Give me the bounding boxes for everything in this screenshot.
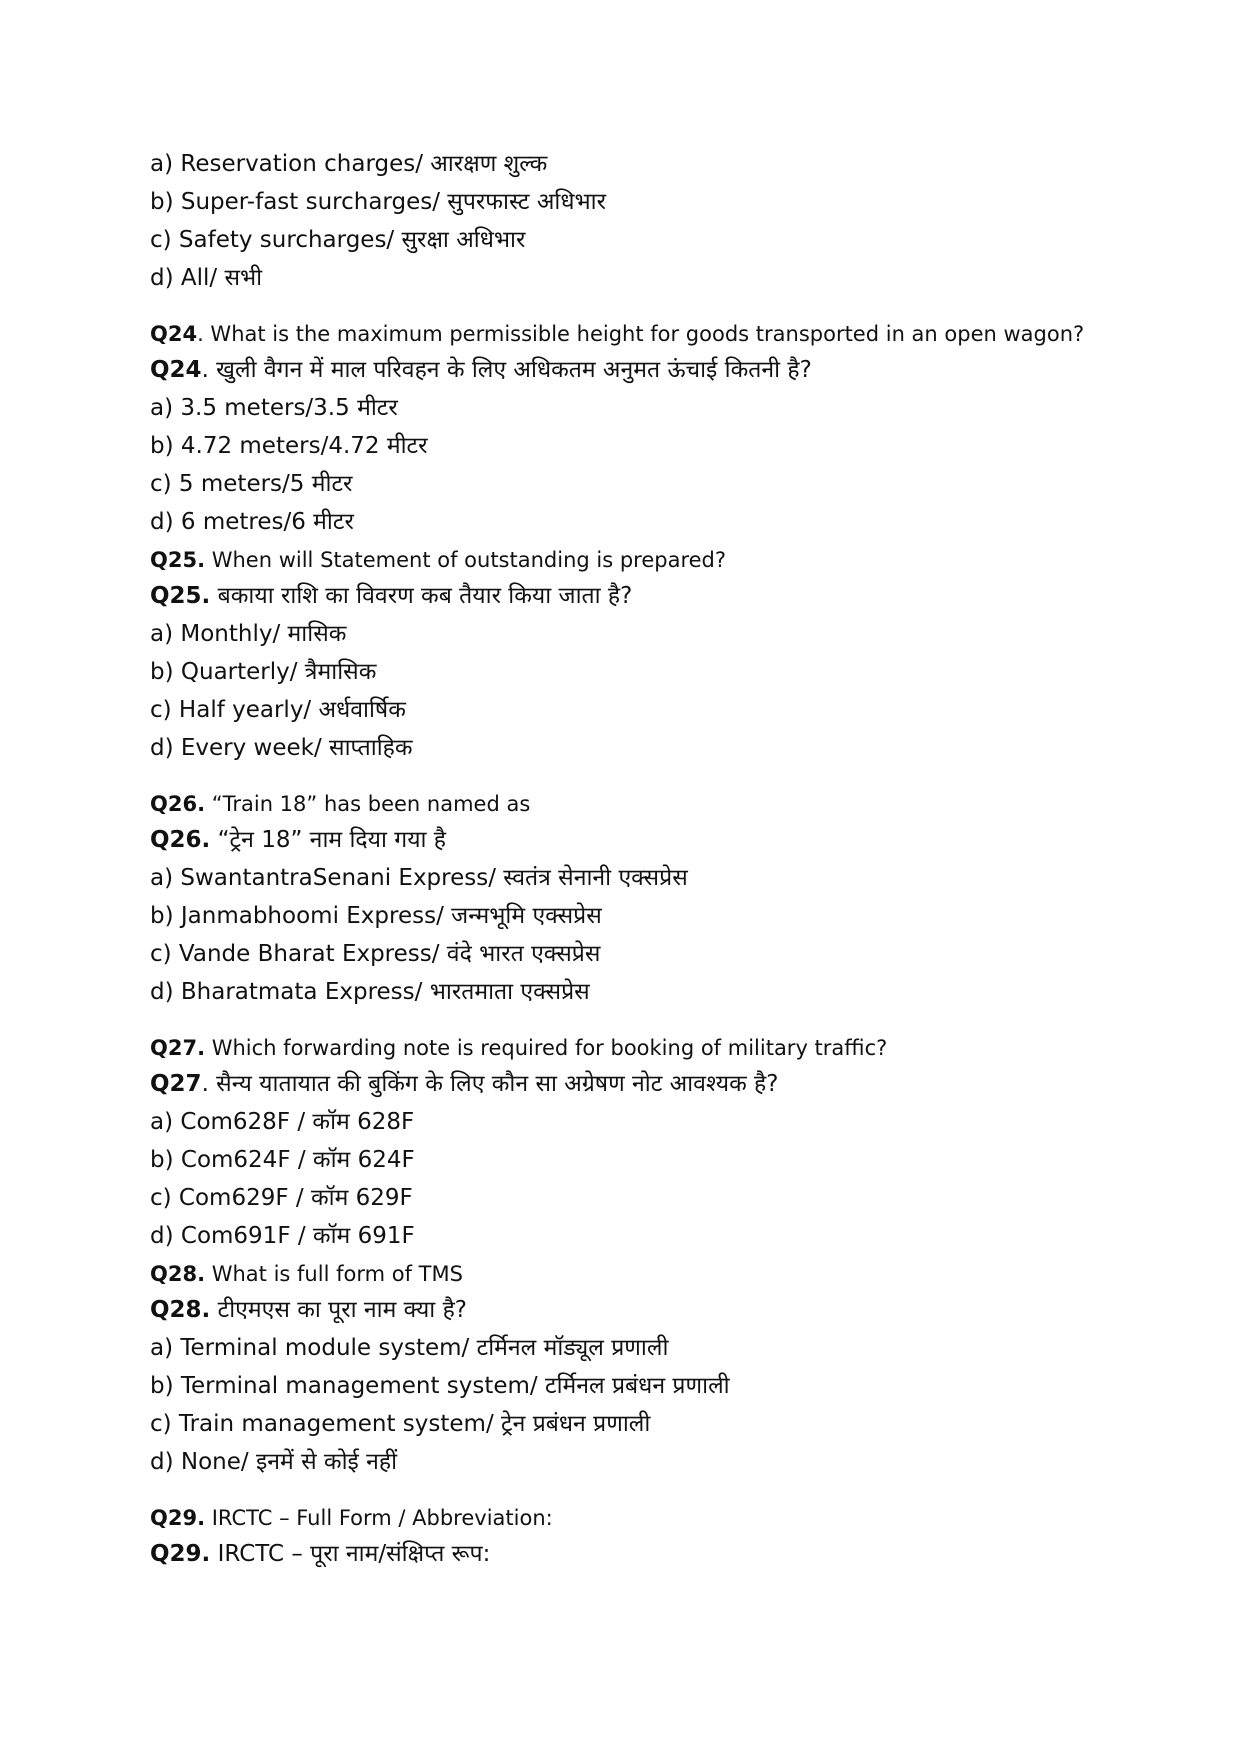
option-text: b) Janmabhoomi Express/ जन्मभूमि एक्सप्रेस: [150, 903, 602, 929]
option-line: [150, 1372, 730, 1400]
option-line: [150, 226, 525, 254]
option-text: c) Vande Bharat Express/ वंदे भारत एक्सप्रेस: [150, 941, 601, 967]
option-text: b) Com624F / कॉम 624F: [150, 1147, 415, 1173]
option-text: d) None/ इनमें से कोई नहीं: [150, 1449, 398, 1475]
question-number: Q27: [150, 1071, 202, 1097]
question-text: बकाया राशि का विवरण कब तैयार किया जाता है?: [210, 583, 633, 609]
option-line: [150, 470, 352, 498]
question-number: Q25.: [150, 548, 206, 572]
option-line: [150, 696, 406, 724]
option-line: [150, 864, 688, 892]
option-line: [150, 394, 398, 422]
question-number: Q26.: [150, 827, 211, 853]
question-line: [150, 1296, 467, 1324]
option-line: [150, 978, 590, 1006]
option-text: a) Monthly/ मासिक: [150, 621, 347, 647]
question-text: IRCTC – Full Form / Abbreviation:: [205, 1506, 553, 1530]
option-text: b) Quarterly/ त्रैमासिक: [150, 659, 377, 685]
question-line: [150, 826, 446, 854]
question-line: [150, 1070, 778, 1098]
option-text: c) Com629F / कॉम 629F: [150, 1185, 413, 1211]
option-text: b) 4.72 meters/4.72 मीटर: [150, 433, 428, 459]
option-line: [150, 902, 602, 930]
question-line: [150, 546, 726, 574]
option-line: [150, 940, 600, 968]
question-text: “Train 18” has been named as: [205, 792, 531, 816]
option-text: c) Safety surcharges/ सुरक्षा अधिभार: [150, 227, 526, 253]
option-line: [150, 620, 346, 648]
option-text: c) 5 meters/5 मीटर: [150, 471, 353, 497]
question-text: IRCTC – पूरा नाम/संक्षिप्त रूप:: [210, 1541, 491, 1567]
question-number: Q29.: [150, 1541, 211, 1567]
option-line: [150, 1334, 668, 1362]
option-text: a) SwantantraSenani Express/ स्वतंत्र सेनानी एक्सप्रेस: [150, 865, 688, 891]
option-text: d) Every week/ साप्ताहिक: [150, 735, 413, 761]
question-line: [150, 1504, 553, 1532]
question-text: What is full form of TMS: [205, 1262, 463, 1286]
option-text: a) Reservation charges/ आरक्षण शुल्क: [150, 151, 548, 177]
option-line: [150, 432, 428, 460]
option-text: d) Bharatmata Express/ भारतमाता एक्सप्रेस: [150, 979, 590, 1005]
question-line: [150, 582, 632, 610]
question-number: Q25.: [150, 583, 211, 609]
option-text: c) Half yearly/ अर्धवार्षिक: [150, 697, 406, 723]
option-line: [150, 734, 413, 762]
question-text: When will Statement of outstanding is prepared?: [205, 548, 727, 572]
question-number: Q24: [150, 322, 198, 346]
option-text: d) 6 metres/6 मीटर: [150, 509, 354, 535]
question-number: Q29.: [150, 1506, 206, 1530]
question-text: . सैन्य यातायात की बुकिंग के लिए कौन सा अग्रेषण नोट आवश्यक है?: [201, 1071, 779, 1097]
option-text: b) Terminal management system/ टर्मिनल प्रबंधन प्रणाली: [150, 1373, 730, 1399]
option-line: [150, 1184, 413, 1212]
option-text: b) Super-fast surcharges/ सुपरफास्ट अधिभार: [150, 189, 607, 215]
question-number: Q26.: [150, 792, 206, 816]
question-number: Q28.: [150, 1297, 211, 1323]
option-line: [150, 188, 606, 216]
question-number: Q24: [150, 357, 202, 383]
question-text: Which forwarding note is required for booking of military traffic?: [205, 1036, 888, 1060]
question-text: “ट्रेन 18” नाम दिया गया है: [210, 827, 447, 853]
option-line: [150, 150, 547, 178]
option-line: [150, 1222, 415, 1250]
question-text: टीएमएस का पूरा नाम क्या है?: [210, 1297, 467, 1323]
option-text: a) 3.5 meters/3.5 मीटर: [150, 395, 398, 421]
question-line: [150, 1260, 463, 1288]
question-number: Q27.: [150, 1036, 206, 1060]
option-line: [150, 1146, 415, 1174]
question-number: Q28.: [150, 1262, 206, 1286]
option-text: d) Com691F / कॉम 691F: [150, 1223, 415, 1249]
option-text: a) Terminal module system/ टर्मिनल मॉड्यूल प्रणाली: [150, 1335, 669, 1361]
option-text: a) Com628F / कॉम 628F: [150, 1109, 415, 1135]
question-line: [150, 1540, 490, 1568]
option-text: c) Train management system/ ट्रेन प्रबंधन प्रणाली: [150, 1411, 651, 1437]
option-line: [150, 1448, 397, 1476]
question-line: [150, 320, 1084, 348]
option-line: [150, 264, 262, 292]
question-line: [150, 790, 530, 818]
option-text: d) All/ सभी: [150, 265, 263, 291]
question-text: . What is the maximum permissible height for goods transported in an open wagon?: [197, 322, 1085, 346]
question-text: . खुली वैगन में माल परिवहन के लिए अधिकतम अनुमत ऊंचाई कितनी है?: [201, 357, 812, 383]
question-line: [150, 356, 812, 384]
option-line: [150, 658, 376, 686]
option-line: [150, 1410, 650, 1438]
option-line: [150, 1108, 414, 1136]
option-line: [150, 508, 354, 536]
question-line: [150, 1034, 887, 1062]
